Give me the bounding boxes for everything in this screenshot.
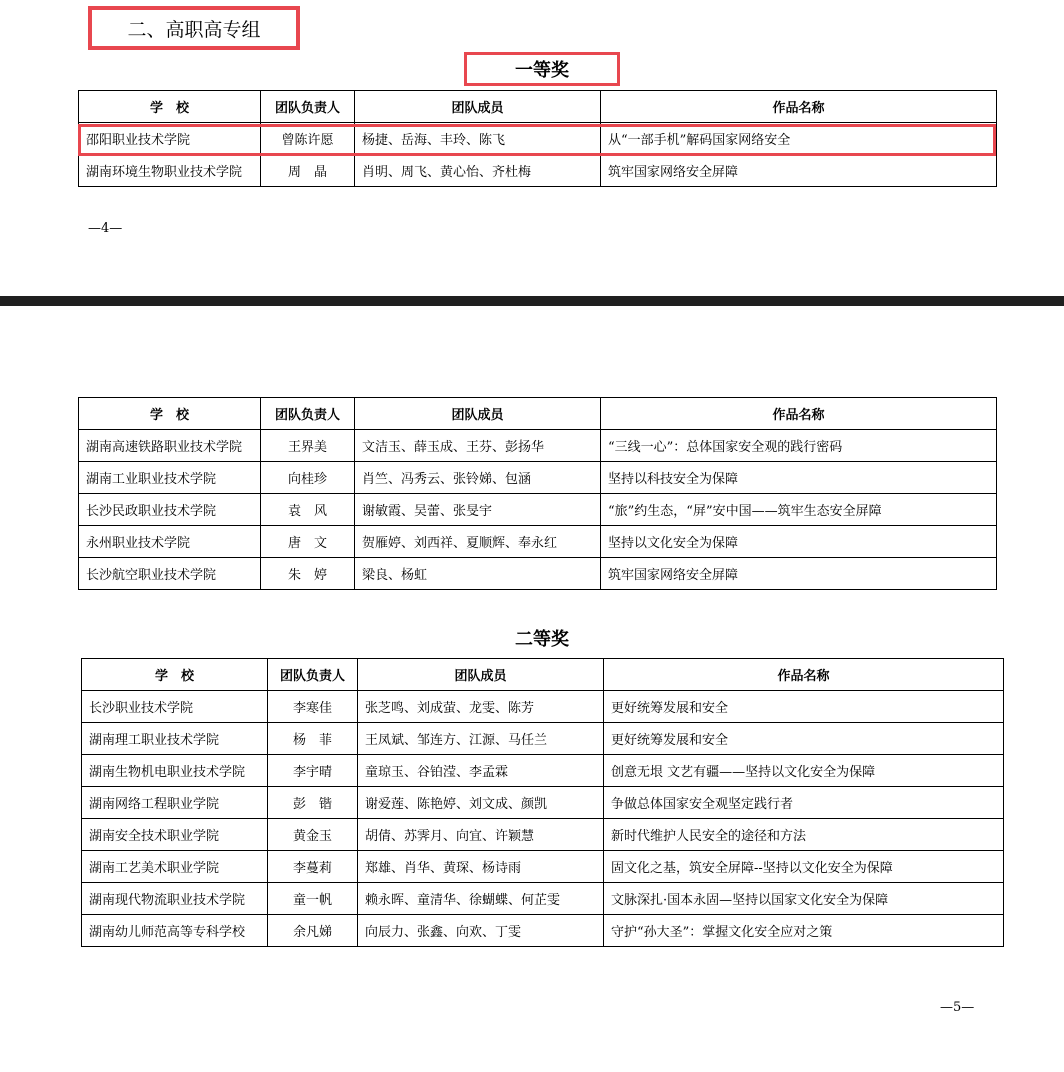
cell-leader: 唐 文 bbox=[261, 526, 355, 558]
cell-school: 湖南现代物流职业技术学院 bbox=[82, 883, 268, 915]
header-members: 团队成员 bbox=[355, 398, 601, 430]
highlight-box bbox=[78, 124, 996, 156]
page-number-4: —4— bbox=[88, 221, 123, 236]
header-work: 作品名称 bbox=[604, 659, 1004, 691]
header-school: 学 校 bbox=[82, 659, 268, 691]
cell-members: 胡倩、苏霁月、向宜、许颖慧 bbox=[358, 819, 604, 851]
cell-work: 更好统筹发展和安全 bbox=[604, 723, 1004, 755]
header-school: 学 校 bbox=[79, 91, 261, 123]
cell-leader: 黄金玉 bbox=[268, 819, 358, 851]
cell-members: 贺雁婷、刘西祥、夏顺辉、奉永红 bbox=[355, 526, 601, 558]
cell-leader: 李宇晴 bbox=[268, 755, 358, 787]
header-work: 作品名称 bbox=[601, 398, 997, 430]
table-row bbox=[79, 494, 997, 526]
cell-members: 童琼玉、谷铂滢、李孟霖 bbox=[358, 755, 604, 787]
cell-work: 文脉深扎·国本永固—坚持以国家文化安全为保障 bbox=[604, 883, 1004, 915]
cell-members: 文洁玉、薛玉成、王芬、彭扬华 bbox=[355, 430, 601, 462]
header-members: 团队成员 bbox=[358, 659, 604, 691]
cell-school: 湖南安全技术职业学院 bbox=[82, 819, 268, 851]
cell-work: 筑牢国家网络安全屏障 bbox=[601, 155, 997, 187]
cell-school: 湖南生物机电职业技术学院 bbox=[82, 755, 268, 787]
cell-school: 邵阳职业技术学院 bbox=[79, 123, 261, 155]
cell-leader: 彭 锴 bbox=[268, 787, 358, 819]
page-divider bbox=[0, 296, 1064, 306]
cell-work: 争做总体国家安全观坚定践行者 bbox=[604, 787, 1004, 819]
cell-work: “旅”约生态，“屏”安中国——筑牢生态安全屏障 bbox=[601, 494, 997, 526]
first-prize-continued-table bbox=[78, 397, 997, 590]
table-row bbox=[79, 462, 997, 494]
cell-leader: 李寒佳 bbox=[268, 691, 358, 723]
cell-members: 向辰力、张鑫、向欢、丁雯 bbox=[358, 915, 604, 947]
cell-school: 湖南网络工程职业学院 bbox=[82, 787, 268, 819]
header-leader: 团队负责人 bbox=[261, 91, 355, 123]
table-header-row bbox=[79, 398, 997, 430]
table-row bbox=[79, 155, 997, 187]
table-row bbox=[82, 691, 1004, 723]
cell-members: 王凤斌、邹连方、江源、马任兰 bbox=[358, 723, 604, 755]
cell-members: 杨捷、岳海、丰玲、陈飞 bbox=[355, 123, 601, 155]
cell-leader: 周 晶 bbox=[261, 155, 355, 187]
table-row bbox=[79, 526, 997, 558]
cell-school: 湖南工业职业技术学院 bbox=[79, 462, 261, 494]
cell-school: 长沙航空职业技术学院 bbox=[79, 558, 261, 590]
second-prize-title: 二等奖 bbox=[515, 629, 569, 650]
header-members: 团队成员 bbox=[355, 91, 601, 123]
page-number-5: —5— bbox=[940, 1000, 975, 1015]
table-row bbox=[82, 723, 1004, 755]
table-row bbox=[82, 915, 1004, 947]
cell-members: 张芝鸣、刘成萤、龙雯、陈芳 bbox=[358, 691, 604, 723]
header-leader: 团队负责人 bbox=[261, 398, 355, 430]
cell-school: 湖南幼儿师范高等专科学校 bbox=[82, 915, 268, 947]
header-work: 作品名称 bbox=[601, 91, 997, 123]
cell-leader: 向桂珍 bbox=[261, 462, 355, 494]
cell-leader: 李蔓莉 bbox=[268, 851, 358, 883]
cell-members: 梁良、杨虹 bbox=[355, 558, 601, 590]
table-row bbox=[82, 755, 1004, 787]
cell-school: 湖南高速铁路职业技术学院 bbox=[79, 430, 261, 462]
first-prize-title: 一等奖 bbox=[464, 52, 620, 86]
cell-leader: 曾陈许愿 bbox=[261, 123, 355, 155]
cell-work: “三线一心”：总体国家安全观的践行密码 bbox=[601, 430, 997, 462]
cell-work: 新时代维护人民安全的途径和方法 bbox=[604, 819, 1004, 851]
cell-members: 肖竺、冯秀云、张铃娣、包涵 bbox=[355, 462, 601, 494]
cell-work: 筑牢国家网络安全屏障 bbox=[601, 558, 997, 590]
cell-work: 创意无垠 文艺有疆——坚持以文化安全为保障 bbox=[604, 755, 1004, 787]
cell-work: 固文化之基，筑安全屏障--坚持以文化安全为保障 bbox=[604, 851, 1004, 883]
cell-work: 坚持以科技安全为保障 bbox=[601, 462, 997, 494]
cell-members: 谢敏霞、吴蕾、张旻宇 bbox=[355, 494, 601, 526]
table-row bbox=[79, 558, 997, 590]
section-title: 二、高职高专组 bbox=[88, 6, 300, 50]
cell-school: 长沙民政职业技术学院 bbox=[79, 494, 261, 526]
cell-work: 更好统筹发展和安全 bbox=[604, 691, 1004, 723]
cell-leader: 余凡娣 bbox=[268, 915, 358, 947]
second-prize-table bbox=[81, 658, 1004, 947]
cell-leader: 杨 菲 bbox=[268, 723, 358, 755]
table-header-row bbox=[79, 91, 997, 123]
cell-school: 湖南工艺美术职业学院 bbox=[82, 851, 268, 883]
header-leader: 团队负责人 bbox=[268, 659, 358, 691]
cell-leader: 童一帆 bbox=[268, 883, 358, 915]
table-row bbox=[79, 430, 997, 462]
cell-school: 长沙职业技术学院 bbox=[82, 691, 268, 723]
cell-members: 郑雄、肖华、黄琛、杨诗雨 bbox=[358, 851, 604, 883]
cell-leader: 袁 风 bbox=[261, 494, 355, 526]
table-row bbox=[82, 851, 1004, 883]
table-header-row bbox=[82, 659, 1004, 691]
cell-school: 永州职业技术学院 bbox=[79, 526, 261, 558]
cell-members: 肖明、周飞、黄心怡、齐杜梅 bbox=[355, 155, 601, 187]
header-school: 学 校 bbox=[79, 398, 261, 430]
cell-leader: 王界美 bbox=[261, 430, 355, 462]
cell-school: 湖南理工职业技术学院 bbox=[82, 723, 268, 755]
cell-school: 湖南环境生物职业技术学院 bbox=[79, 155, 261, 187]
cell-members: 赖永晖、童清华、徐蝴蝶、何芷雯 bbox=[358, 883, 604, 915]
cell-leader: 朱 婷 bbox=[261, 558, 355, 590]
table-row bbox=[82, 787, 1004, 819]
cell-work: 坚持以文化安全为保障 bbox=[601, 526, 997, 558]
cell-work: 从“一部手机”解码国家网络安全 bbox=[601, 123, 997, 155]
table-row bbox=[82, 883, 1004, 915]
cell-members: 谢爱莲、陈艳婷、刘文成、颜凯 bbox=[358, 787, 604, 819]
cell-work: 守护“孙大圣”：掌握文化安全应对之策 bbox=[604, 915, 1004, 947]
table-row bbox=[82, 819, 1004, 851]
